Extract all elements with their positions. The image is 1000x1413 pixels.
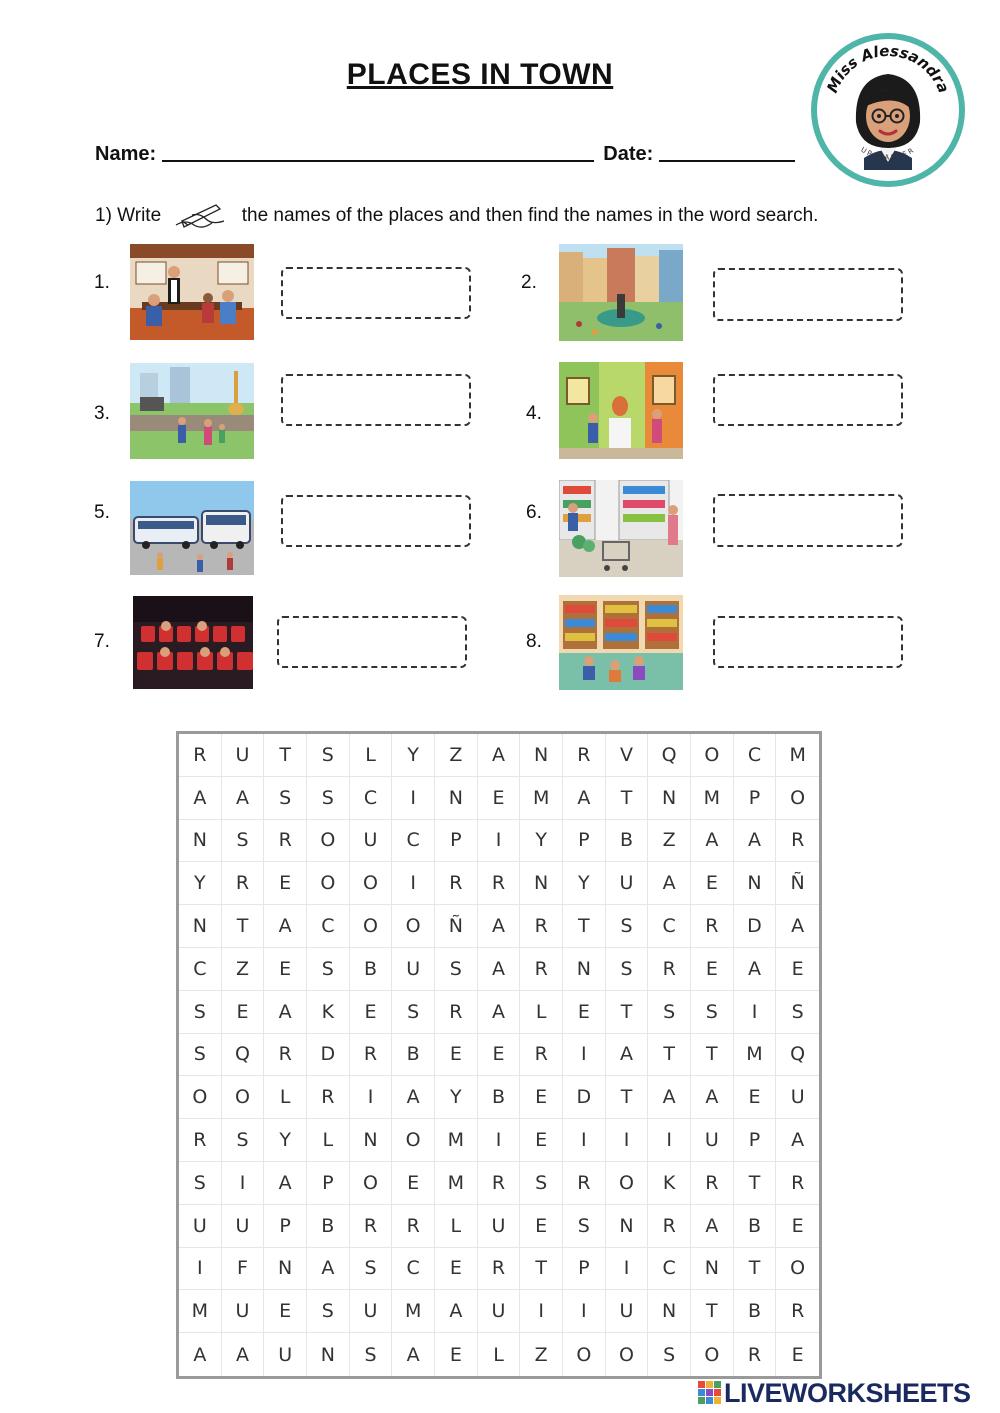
liveworksheets-logo-icon — [698, 1381, 722, 1405]
grid-cell[interactable]: M — [776, 734, 819, 777]
grid-cell[interactable]: O — [222, 1076, 265, 1119]
grid-cell[interactable]: R — [520, 948, 563, 991]
grid-cell[interactable]: S — [648, 991, 691, 1034]
grid-cell[interactable]: V — [606, 734, 649, 777]
grid-cell[interactable]: F — [222, 1248, 265, 1291]
grid-cell[interactable]: N — [179, 820, 222, 863]
grid-cell[interactable]: A — [222, 1333, 265, 1376]
grid-cell[interactable]: U — [264, 1333, 307, 1376]
grid-cell[interactable]: M — [734, 1034, 777, 1077]
grid-cell[interactable]: R — [520, 1034, 563, 1077]
grid-cell[interactable]: B — [350, 948, 393, 991]
grid-cell[interactable]: A — [179, 1333, 222, 1376]
grid-cell[interactable]: S — [392, 991, 435, 1034]
grid-cell[interactable]: I — [222, 1162, 265, 1205]
grid-cell[interactable]: N — [563, 948, 606, 991]
grid-cell[interactable]: S — [606, 905, 649, 948]
grid-cell[interactable]: A — [478, 991, 521, 1034]
grid-cell[interactable]: Y — [435, 1076, 478, 1119]
grid-cell[interactable]: R — [734, 1333, 777, 1376]
grid-cell[interactable]: Z — [648, 820, 691, 863]
grid-cell[interactable]: I — [563, 1034, 606, 1077]
grid-cell[interactable]: B — [478, 1076, 521, 1119]
grid-cell[interactable]: D — [734, 905, 777, 948]
grid-cell[interactable]: U — [392, 948, 435, 991]
instruction-prefix: 1) Write — [95, 205, 162, 226]
grid-cell[interactable]: A — [264, 905, 307, 948]
grid-cell[interactable]: O — [691, 1333, 734, 1376]
item-number: 4. — [526, 403, 542, 424]
grid-cell[interactable]: Ñ — [435, 905, 478, 948]
grid-cell[interactable]: B — [734, 1290, 777, 1333]
answer-input-1[interactable] — [281, 267, 471, 319]
grid-cell[interactable]: P — [563, 820, 606, 863]
item-number: 2. — [521, 272, 537, 293]
grid-cell[interactable]: U — [776, 1076, 819, 1119]
grid-cell[interactable]: O — [691, 734, 734, 777]
grid-cell[interactable]: A — [478, 948, 521, 991]
grid-cell[interactable]: U — [179, 1205, 222, 1248]
grid-cell[interactable]: Q — [222, 1034, 265, 1077]
grid-cell[interactable]: A — [776, 1119, 819, 1162]
grid-cell[interactable]: S — [307, 1290, 350, 1333]
item-number: 1. — [94, 272, 110, 293]
grid-cell[interactable]: Y — [264, 1119, 307, 1162]
grid-cell[interactable]: R — [350, 1034, 393, 1077]
grid-cell[interactable]: U — [222, 1290, 265, 1333]
grid-cell[interactable]: L — [478, 1333, 521, 1376]
library-picture — [559, 595, 683, 690]
grid-cell[interactable]: S — [350, 1248, 393, 1291]
grid-cell[interactable]: Ñ — [776, 862, 819, 905]
grid-cell[interactable]: T — [734, 1248, 777, 1291]
grid-cell[interactable]: N — [734, 862, 777, 905]
item-number: 6. — [526, 502, 542, 523]
grid-cell[interactable]: E — [478, 1034, 521, 1077]
grid-cell[interactable]: Y — [392, 734, 435, 777]
grid-cell[interactable]: N — [606, 1205, 649, 1248]
grid-cell[interactable]: A — [307, 1248, 350, 1291]
grid-cell[interactable]: O — [776, 777, 819, 820]
grid-cell[interactable]: S — [691, 991, 734, 1034]
grid-cell[interactable]: E — [264, 862, 307, 905]
grid-cell[interactable]: U — [350, 820, 393, 863]
grid-cell[interactable]: O — [350, 1162, 393, 1205]
item-number: 8. — [526, 631, 542, 652]
grid-cell[interactable]: D — [307, 1034, 350, 1077]
grid-cell[interactable]: C — [648, 1248, 691, 1291]
grid-cell[interactable]: L — [435, 1205, 478, 1248]
grid-cell[interactable]: E — [264, 948, 307, 991]
grid-cell[interactable]: S — [563, 1205, 606, 1248]
liveworksheets-brand — [698, 1378, 971, 1409]
grid-cell[interactable]: A — [648, 1076, 691, 1119]
brand-text: LIVEWORKSHEETS — [724, 1378, 971, 1408]
grid-cell[interactable]: A — [691, 1205, 734, 1248]
grid-cell[interactable]: A — [264, 991, 307, 1034]
grid-cell[interactable]: P — [734, 1119, 777, 1162]
grid-cell[interactable]: U — [222, 734, 265, 777]
grid-cell[interactable]: A — [606, 1034, 649, 1077]
grid-cell[interactable]: O — [392, 1119, 435, 1162]
grid-cell[interactable]: N — [691, 1248, 734, 1291]
grid-cell[interactable]: S — [179, 1162, 222, 1205]
grid-cell[interactable]: I — [392, 862, 435, 905]
grid-cell[interactable]: N — [350, 1119, 393, 1162]
grid-cell[interactable]: M — [520, 777, 563, 820]
grid-cell[interactable]: A — [392, 1333, 435, 1376]
grid-cell[interactable]: A — [222, 777, 265, 820]
grid-cell[interactable]: L — [520, 991, 563, 1034]
answer-input-3[interactable] — [281, 374, 471, 426]
teacher-badge-logo — [808, 30, 968, 190]
grid-cell[interactable]: Q — [648, 734, 691, 777]
grid-cell[interactable]: E — [520, 1205, 563, 1248]
grid-cell[interactable]: Y — [179, 862, 222, 905]
grid-cell[interactable]: I — [478, 1119, 521, 1162]
grid-cell[interactable]: O — [776, 1248, 819, 1291]
bus-station-picture — [130, 481, 254, 575]
grid-cell[interactable]: A — [691, 820, 734, 863]
grid-cell[interactable]: P — [734, 777, 777, 820]
grid-cell[interactable]: L — [307, 1119, 350, 1162]
grid-cell[interactable]: E — [776, 948, 819, 991]
grid-cell[interactable]: I — [734, 991, 777, 1034]
grid-cell[interactable]: Z — [222, 948, 265, 991]
grid-cell[interactable]: E — [776, 1205, 819, 1248]
grid-cell[interactable]: S — [350, 1333, 393, 1376]
grid-cell[interactable]: R — [691, 1162, 734, 1205]
grid-cell[interactable]: O — [563, 1333, 606, 1376]
date-line[interactable] — [659, 142, 795, 162]
grid-cell[interactable]: T — [734, 1162, 777, 1205]
grid-cell[interactable]: K — [307, 991, 350, 1034]
grid-cell[interactable]: I — [606, 1119, 649, 1162]
grid-cell[interactable]: U — [606, 1290, 649, 1333]
grid-cell[interactable]: B — [307, 1205, 350, 1248]
grid-cell[interactable]: L — [264, 1076, 307, 1119]
name-line[interactable] — [162, 142, 594, 162]
grid-cell[interactable]: U — [606, 862, 649, 905]
grid-cell[interactable]: T — [264, 734, 307, 777]
grid-cell[interactable]: U — [350, 1290, 393, 1333]
grid-cell[interactable]: Q — [776, 1034, 819, 1077]
grid-cell[interactable]: I — [179, 1248, 222, 1291]
grid-cell[interactable]: T — [563, 905, 606, 948]
date-label: Date: — [603, 143, 654, 165]
grid-cell[interactable]: A — [478, 905, 521, 948]
grid-cell[interactable]: R — [435, 991, 478, 1034]
grid-cell[interactable]: R — [478, 1162, 521, 1205]
grid-cell[interactable]: T — [691, 1034, 734, 1077]
answer-input-7[interactable] — [277, 616, 467, 668]
grid-cell[interactable]: N — [435, 777, 478, 820]
grid-cell[interactable]: P — [563, 1248, 606, 1291]
grid-cell[interactable]: A — [734, 948, 777, 991]
grid-cell[interactable]: C — [392, 1248, 435, 1291]
grid-cell[interactable]: A — [734, 820, 777, 863]
grid-cell[interactable]: O — [350, 862, 393, 905]
grid-cell[interactable]: E — [734, 1076, 777, 1119]
word-search-grid[interactable] — [176, 731, 822, 1379]
grid-cell[interactable]: P — [435, 820, 478, 863]
grid-cell[interactable]: O — [179, 1076, 222, 1119]
grid-cell[interactable]: R — [648, 1205, 691, 1248]
grid-cell[interactable]: E — [520, 1076, 563, 1119]
grid-cell[interactable]: O — [307, 820, 350, 863]
grid-cell[interactable]: T — [606, 777, 649, 820]
grid-cell[interactable]: R — [520, 905, 563, 948]
grid-cell[interactable]: E — [563, 991, 606, 1034]
item-number: 3. — [94, 403, 110, 424]
grid-cell[interactable]: P — [264, 1205, 307, 1248]
grid-cell[interactable]: K — [648, 1162, 691, 1205]
grid-cell[interactable]: R — [691, 905, 734, 948]
grid-cell[interactable]: O — [307, 862, 350, 905]
grid-cell[interactable]: R — [264, 820, 307, 863]
grid-cell[interactable]: I — [478, 820, 521, 863]
grid-cell[interactable]: M — [392, 1290, 435, 1333]
grid-cell[interactable]: I — [392, 777, 435, 820]
grid-cell[interactable]: E — [435, 1034, 478, 1077]
grid-cell[interactable]: P — [307, 1162, 350, 1205]
grid-cell[interactable]: A — [648, 862, 691, 905]
instruction — [95, 203, 818, 229]
grid-cell[interactable]: Z — [520, 1333, 563, 1376]
grid-cell[interactable]: O — [606, 1162, 649, 1205]
name-date-row — [95, 142, 795, 166]
item-number: 7. — [94, 631, 110, 652]
town-square-picture — [559, 244, 683, 341]
grid-cell[interactable]: I — [520, 1290, 563, 1333]
grid-cell[interactable]: S — [648, 1333, 691, 1376]
grid-cell[interactable]: A — [179, 777, 222, 820]
grid-cell[interactable]: E — [791, 1343, 804, 1366]
grid-cell[interactable]: R — [776, 1290, 819, 1333]
grid-cell[interactable]: R — [179, 1119, 222, 1162]
grid-cell[interactable]: A — [776, 905, 819, 948]
grid-cell[interactable]: Y — [563, 862, 606, 905]
grid-cell[interactable]: O — [350, 905, 393, 948]
grid-cell[interactable]: R — [478, 1248, 521, 1291]
grid-cell[interactable]: M — [691, 777, 734, 820]
grid-cell[interactable]: E — [520, 1119, 563, 1162]
grid-cell[interactable]: R — [563, 734, 606, 777]
grid-cell[interactable]: Y — [520, 820, 563, 863]
grid-cell[interactable]: B — [606, 820, 649, 863]
grid-cell[interactable]: M — [435, 1119, 478, 1162]
grid-cell[interactable]: D — [563, 1076, 606, 1119]
grid-cell[interactable]: R — [648, 948, 691, 991]
grid-cell[interactable]: I — [563, 1290, 606, 1333]
grid-cell[interactable]: S — [307, 948, 350, 991]
grid-cell[interactable]: S — [264, 777, 307, 820]
answer-input-5[interactable] — [281, 495, 471, 547]
name-label: Name: — [95, 143, 157, 165]
grid-cell[interactable]: O — [606, 1333, 649, 1376]
grid-cell[interactable]: S — [222, 820, 265, 863]
grid-cell[interactable]: T — [520, 1248, 563, 1291]
grid-cell[interactable]: N — [520, 734, 563, 777]
grid-cell[interactable]: R — [264, 1034, 307, 1077]
grid-cell[interactable]: R — [563, 1162, 606, 1205]
grid-cell[interactable]: R — [392, 1205, 435, 1248]
writing-hand-icon — [172, 203, 230, 229]
grid-cell[interactable]: L — [350, 734, 393, 777]
grid-cell[interactable]: E — [435, 1248, 478, 1291]
grid-cell[interactable]: C — [648, 905, 691, 948]
grid-cell[interactable]: A — [435, 1290, 478, 1333]
restaurant-picture — [130, 244, 254, 340]
badge-name: Miss Alessandra — [823, 41, 953, 96]
grid-cell[interactable]: E — [264, 1290, 307, 1333]
grid-cell[interactable]: E — [478, 777, 521, 820]
grid-cell[interactable]: U — [478, 1205, 521, 1248]
grid-cell[interactable]: R — [776, 820, 819, 863]
grid-cell[interactable]: R — [435, 862, 478, 905]
grid-cell[interactable]: C — [350, 777, 393, 820]
answer-input-4[interactable] — [713, 374, 903, 426]
grid-cell[interactable]: S — [307, 777, 350, 820]
grid-cell[interactable]: B — [392, 1034, 435, 1077]
grid-cell[interactable]: U — [478, 1290, 521, 1333]
grid-cell[interactable]: A — [691, 1076, 734, 1119]
grid-cell[interactable]: E — [350, 991, 393, 1034]
grid-cell[interactable]: T — [606, 991, 649, 1034]
page-title: PLACES IN TOWN — [346, 58, 614, 91]
grid-cell[interactable]: S — [179, 1034, 222, 1077]
grid-cell[interactable]: S — [520, 1162, 563, 1205]
grid-cell[interactable]: A — [392, 1076, 435, 1119]
grid-cell[interactable]: M — [435, 1162, 478, 1205]
grid-cell[interactable]: S — [435, 948, 478, 991]
grid-cell[interactable]: B — [734, 1205, 777, 1248]
supermarket-picture — [559, 480, 683, 577]
instruction-suffix: the names of the places and then find the names in the word search. — [241, 205, 819, 226]
grid-cell[interactable]: N — [307, 1333, 350, 1376]
museum-picture — [559, 362, 683, 459]
grid-cell[interactable]: R — [776, 1162, 819, 1205]
grid-cell[interactable]: N — [648, 1290, 691, 1333]
grid-cell[interactable]: Z — [435, 734, 478, 777]
grid-cell[interactable]: C — [392, 820, 435, 863]
grid-cell[interactable]: I — [563, 1119, 606, 1162]
grid-cell[interactable]: I — [350, 1076, 393, 1119]
grid-cell[interactable]: T — [691, 1290, 734, 1333]
grid-cell[interactable]: S — [222, 1119, 265, 1162]
grid-cell[interactable]: A — [563, 777, 606, 820]
grid-cell[interactable]: A — [478, 734, 521, 777]
grid-cell[interactable]: T — [222, 905, 265, 948]
grid-cell[interactable]: R — [179, 734, 222, 777]
grid-cell[interactable]: U — [222, 1205, 265, 1248]
grid-cell[interactable]: S — [179, 991, 222, 1034]
grid-cell[interactable]: R — [478, 862, 521, 905]
grid-cell[interactable]: T — [606, 1076, 649, 1119]
grid-cell[interactable]: E — [691, 948, 734, 991]
item-number: 5. — [94, 502, 110, 523]
grid-cell[interactable]: E — [435, 1333, 478, 1376]
grid-cell[interactable]: U — [691, 1119, 734, 1162]
grid-cell[interactable]: S — [776, 991, 819, 1034]
grid-cell[interactable]: R — [350, 1205, 393, 1248]
cinema-picture — [133, 596, 253, 689]
grid-cell[interactable]: I — [606, 1248, 649, 1291]
zoo-picture — [130, 363, 254, 459]
grid-cell[interactable]: E — [222, 991, 265, 1034]
grid-cell[interactable]: N — [264, 1248, 307, 1291]
grid-cell[interactable]: N — [648, 777, 691, 820]
grid-cell[interactable]: A — [264, 1162, 307, 1205]
grid-cell[interactable]: R — [222, 862, 265, 905]
grid-cell[interactable]: O — [392, 905, 435, 948]
grid-cell[interactable]: M — [179, 1290, 222, 1333]
grid-cell[interactable]: N — [179, 905, 222, 948]
grid-cell[interactable]: C — [734, 734, 777, 777]
grid-cell[interactable]: S — [307, 734, 350, 777]
badge-subtitle: UP MASTER — [859, 145, 917, 162]
grid-cell[interactable]: I — [648, 1119, 691, 1162]
grid-cell[interactable]: R — [307, 1076, 350, 1119]
answer-input-6[interactable] — [713, 494, 903, 547]
grid-cell[interactable]: E — [691, 862, 734, 905]
answer-input-8[interactable] — [713, 616, 903, 668]
grid-cell[interactable]: N — [520, 862, 563, 905]
grid-cell[interactable]: E — [392, 1162, 435, 1205]
grid-cell[interactable]: C — [179, 948, 222, 991]
grid-cell[interactable]: C — [307, 905, 350, 948]
grid-cell[interactable]: T — [648, 1034, 691, 1077]
answer-input-2[interactable] — [713, 268, 903, 321]
grid-cell[interactable]: S — [606, 948, 649, 991]
